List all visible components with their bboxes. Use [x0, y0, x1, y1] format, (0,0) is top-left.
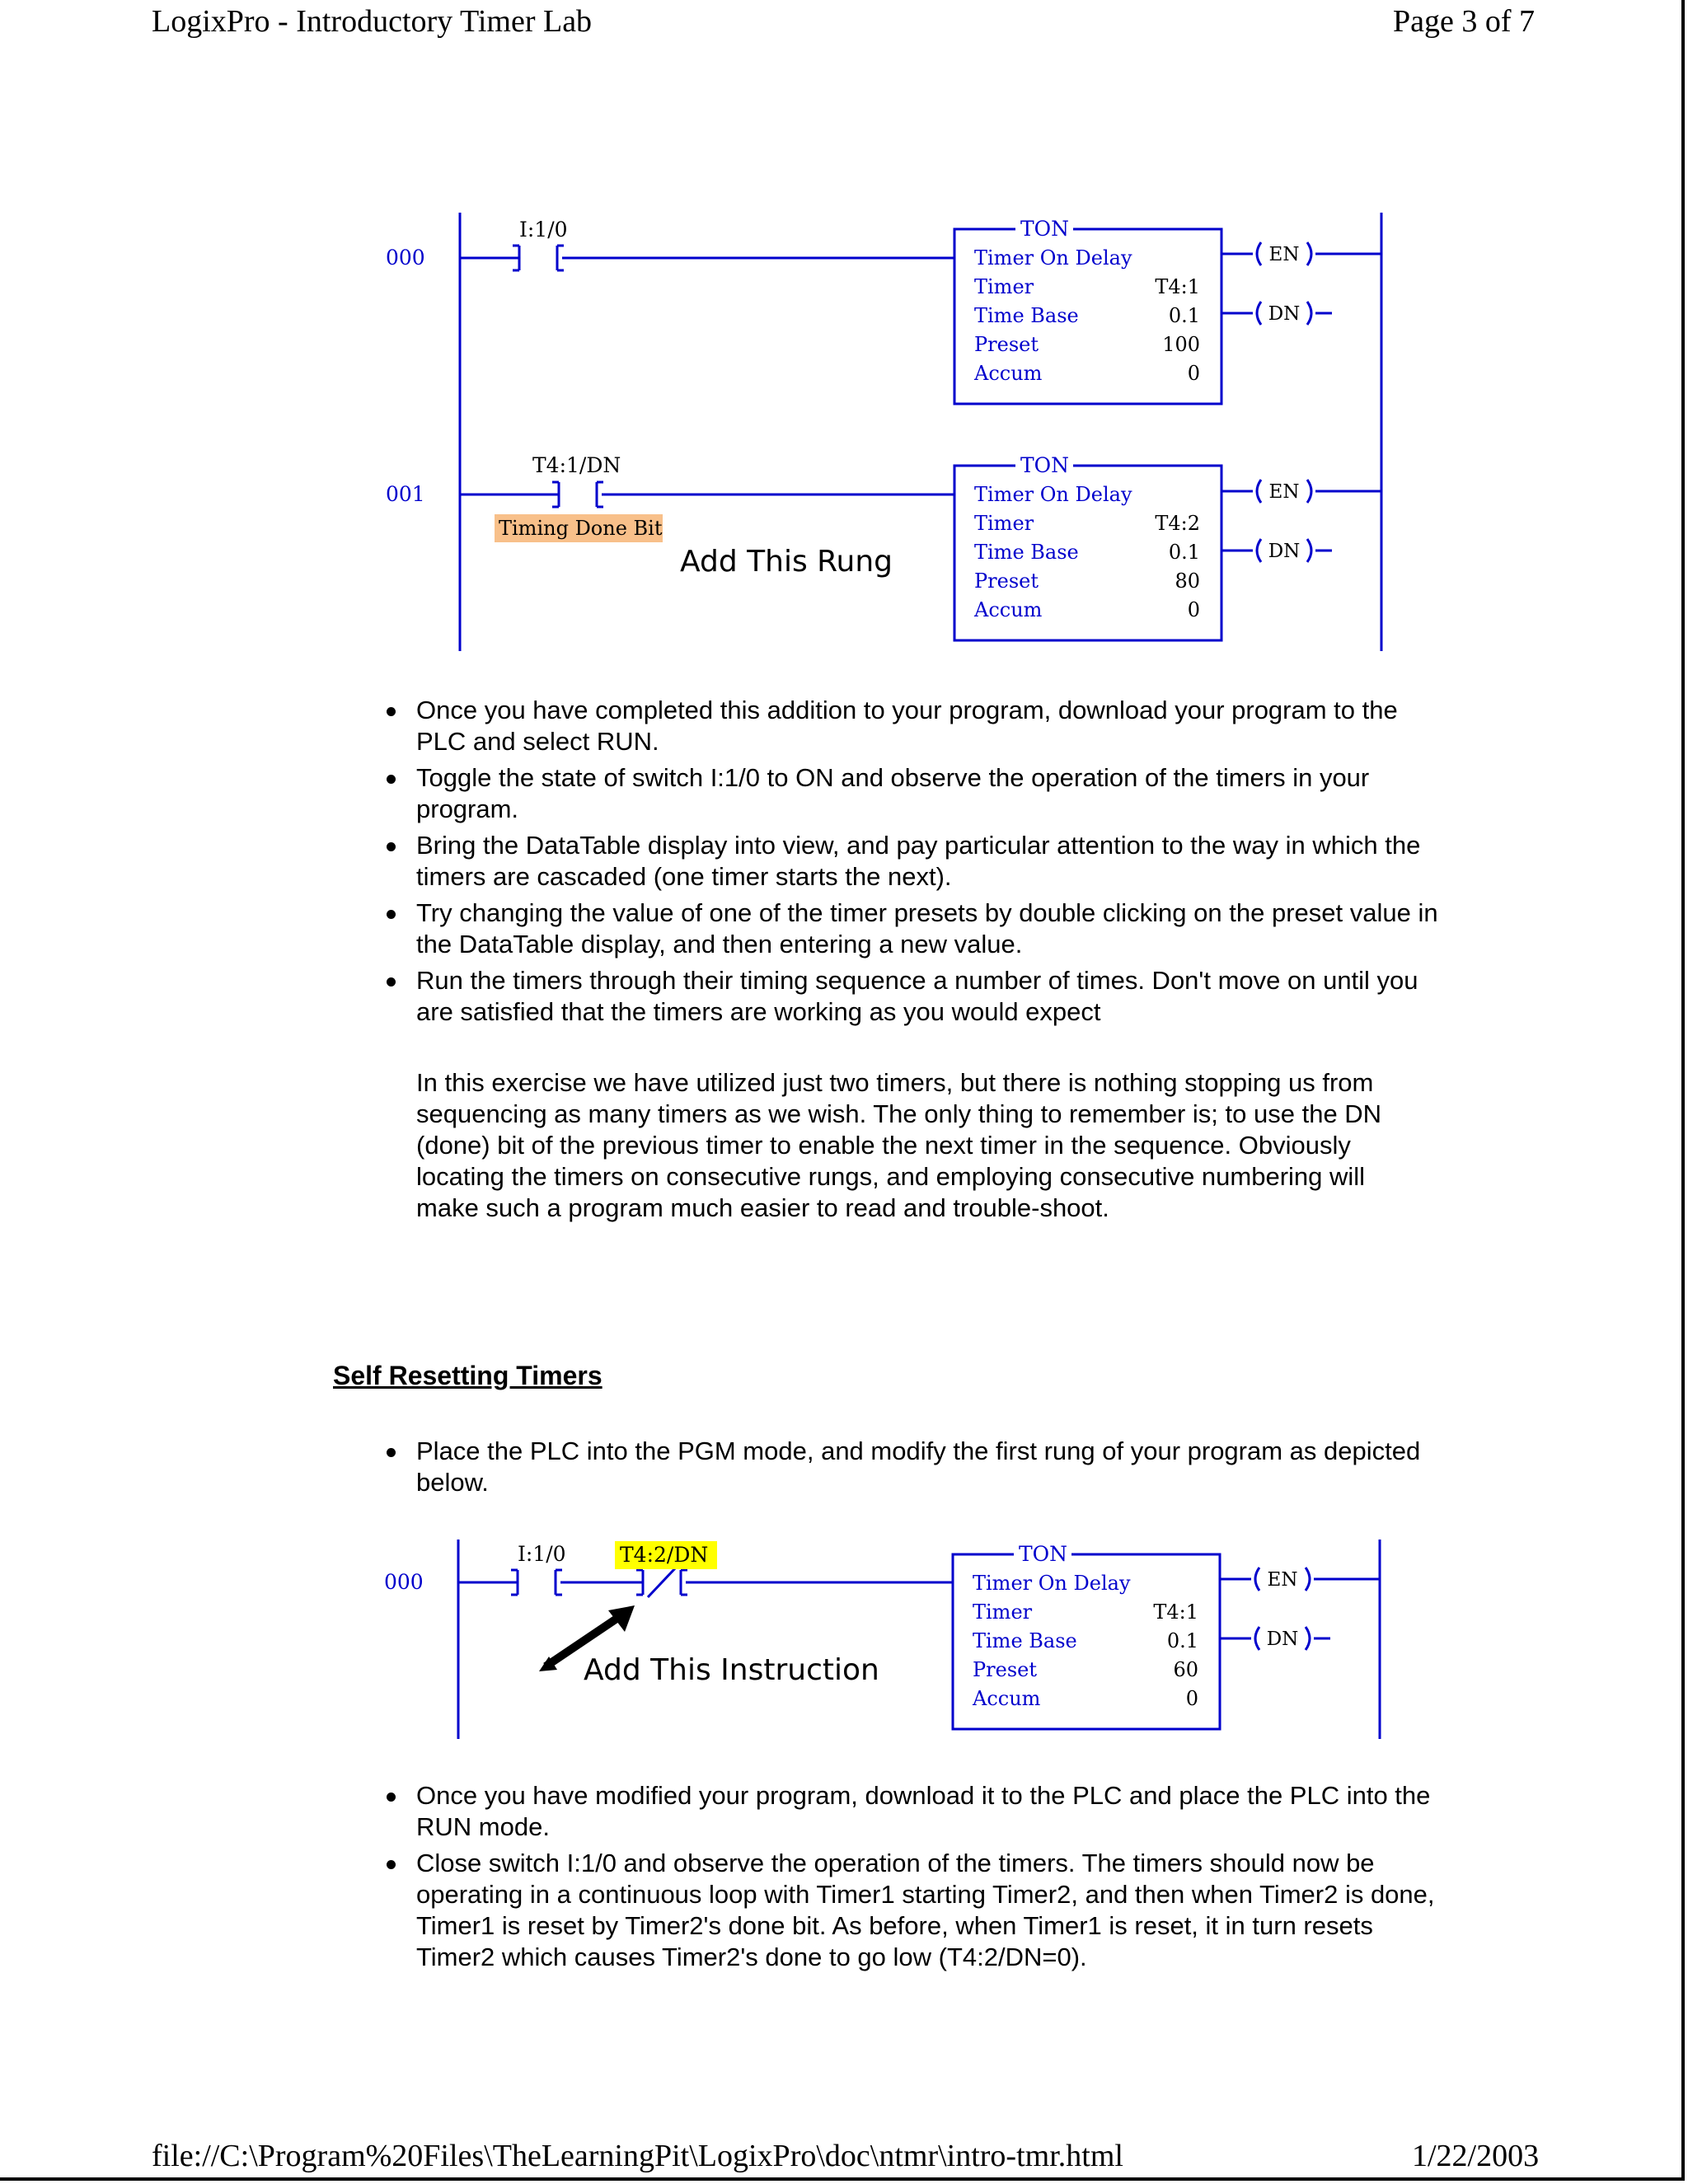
timebase-label: Time Base: [974, 304, 1079, 327]
section-heading: Self Resetting Timers: [333, 1361, 603, 1390]
contact-address: I:1/0: [519, 218, 568, 241]
timebase-label: Time Base: [974, 541, 1079, 564]
block-title: TON: [1019, 1542, 1068, 1566]
add-rung-note: Add This Rung: [680, 545, 893, 579]
list-item: Once you have completed this addition to your program, download your program to the PLC and select RUN.: [379, 695, 1442, 757]
accum-value: 0: [1185, 1687, 1198, 1710]
ladder-diagram-2-svg: [363, 1533, 1401, 1747]
timebase-value: 0.1: [1166, 1629, 1198, 1652]
list-item: Run the timers through their timing sequence a number of times. Don't move on until you are satisfied that the timers are working as you would expect: [379, 965, 1442, 1028]
ladder-diagram-1: [363, 206, 1401, 668]
accum-label: Accum: [974, 598, 1043, 621]
header-title: LogixPro - Introductory Timer Lab: [152, 4, 593, 39]
preset-label: Preset: [974, 333, 1039, 356]
list-item: Once you have modified your program, download it to the PLC and place the PLC into the RUN mode.: [379, 1780, 1442, 1843]
list-item: Toggle the state of switch I:1/0 to ON and observe the operation of the timers in your program.: [379, 762, 1442, 825]
timebase-label: Time Base: [973, 1629, 1077, 1652]
header-page-number: Page 3 of 7: [1393, 4, 1536, 39]
timer-value: T4:1: [1153, 1601, 1198, 1624]
block-name: Timer On Delay: [974, 246, 1132, 269]
instruction-list-2: [379, 1436, 1442, 1503]
rung-number: 000: [386, 246, 425, 269]
coil-dn: DN: [1268, 303, 1301, 325]
preset-label: Preset: [973, 1658, 1037, 1681]
rung-number: 001: [386, 482, 425, 506]
contact-address: T4:1/DN: [532, 453, 621, 477]
timer-label: Timer: [973, 1601, 1033, 1624]
ladder-diagram-2: [363, 1533, 1401, 1747]
contact-tag: Timing Done Bit: [499, 517, 663, 540]
ladder-diagram-1-svg: [363, 206, 1401, 668]
timer-label: Timer: [974, 512, 1034, 535]
timebase-value: 0.1: [1168, 304, 1200, 327]
timer-label: Timer: [974, 275, 1034, 298]
coil-en: EN: [1267, 1569, 1298, 1591]
list-item: Close switch I:1/0 and observe the operation of the timers. The timers should now be operating in a continuous loop with Timer1 starting Timer2, and then when Timer2 is done, Timer1 is reset by Timer2's done bit. As before, when Timer1 is reset, it in turn resets Timer2 which causes Timer2's done to go low (T4:2/DN=0).: [379, 1848, 1442, 1973]
instruction-list-1: [379, 695, 1442, 1033]
block-title: TON: [1020, 217, 1070, 241]
rung-number: 000: [384, 1570, 424, 1594]
timebase-value: 0.1: [1168, 541, 1200, 564]
footer-date: 1/22/2003: [1412, 2139, 1540, 2173]
coil-dn: DN: [1266, 1629, 1299, 1650]
accum-value: 0: [1187, 362, 1200, 385]
timer-value: T4:2: [1155, 512, 1200, 535]
preset-label: Preset: [974, 569, 1039, 593]
coil-dn: DN: [1268, 541, 1301, 562]
contact-address: T4:2/DN: [620, 1543, 709, 1567]
explanation-paragraph: In this exercise we have utilized just two timers, but there is nothing stopping us from sequencing as many timers as we wish. The only thing to remember is; to use the DN (done) bit of the previous timer to enable the next timer in the sequence. Obviously locating the timers on consecutive rungs, and employing consecutive numbering will make such a program much easier to read and trouble-shoot.: [416, 1068, 1382, 1222]
add-instruction-note: Add This Instruction: [584, 1653, 879, 1687]
preset-value: 60: [1173, 1658, 1198, 1681]
instruction-list-3: [379, 1780, 1442, 1978]
preset-value: 100: [1162, 333, 1200, 356]
contact-address: I:1/0: [518, 1542, 566, 1566]
list-item: Place the PLC into the PGM mode, and modify the first rung of your program as depicted below.: [379, 1436, 1442, 1498]
preset-value: 80: [1175, 569, 1200, 593]
block-title: TON: [1020, 453, 1070, 477]
accum-label: Accum: [974, 362, 1043, 385]
coil-en: EN: [1268, 244, 1300, 265]
footer-file-path: file://C:\Program%20Files\TheLearningPit\LogixPro\doc\ntmr\intro-tmr.html: [152, 2139, 1123, 2173]
block-name: Timer On Delay: [974, 483, 1132, 506]
block-name: Timer On Delay: [973, 1572, 1131, 1595]
list-item: Try changing the value of one of the timer presets by double clicking on the preset value in the DataTable display, and then entering a new value.: [379, 898, 1442, 960]
timer-value: T4:1: [1155, 275, 1200, 298]
coil-en: EN: [1268, 481, 1300, 503]
accum-label: Accum: [973, 1687, 1041, 1710]
accum-value: 0: [1187, 598, 1200, 621]
list-item: Bring the DataTable display into view, and pay particular attention to the way in which the timers are cascaded (one timer starts the next).: [379, 830, 1442, 893]
